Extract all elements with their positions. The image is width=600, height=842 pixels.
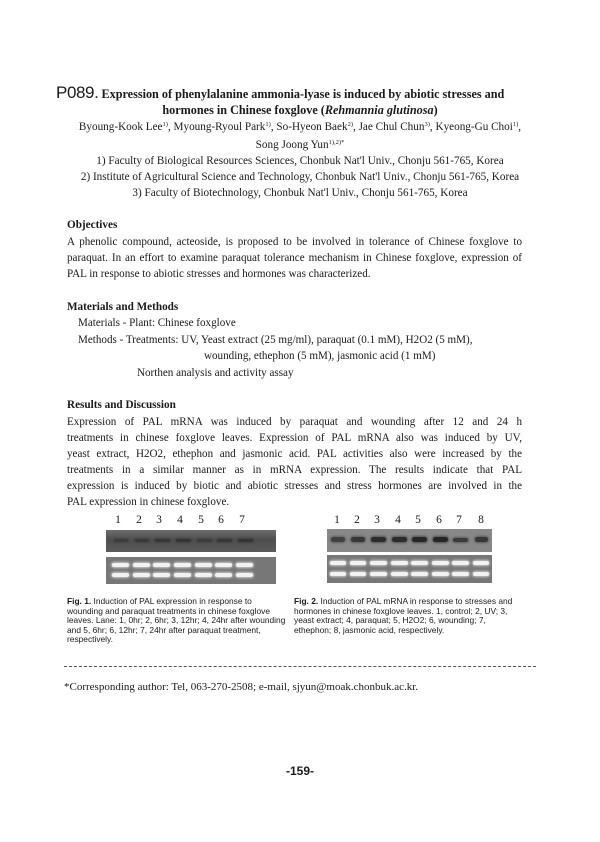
abstract-title-line-2: hormones in Chinese foxglove (Rehmannia glutinosa) — [162, 103, 438, 117]
methods-line-2: wounding, ethephon (5 mM), jasmonic acid (1 mM) — [204, 350, 436, 362]
objectives-heading: Objectives — [67, 219, 118, 231]
figure-2-northern-blot — [327, 529, 492, 552]
abstract-title-line-1 — [56, 83, 504, 103]
affiliation-2: 2) Institute of Agricultural Science and Technology, Chonbuk Nat'l Univ., Chonju 561-765, Korea — [80, 171, 520, 183]
affiliation-3: 3) Faculty of Biotechnology, Chonbuk Nat'l Univ., Chonju 561-765, Korea — [132, 187, 468, 199]
figure-2-lane-labels: 1 2 3 4 5 6 7 8 — [334, 514, 484, 526]
figure-1-caption: Fig. 1. Induction of PAL expression in response to wounding and paraquat treatments in chinese foxglove leaves. Lane: 1, 0hr; 2, 6hr; 3, 12hr; 4, 24hr after wounding and 5, 6hr; 6, 12hr; 7, 24hr after paraquat treatment, respectively. — [67, 596, 286, 645]
methods-line-1: Methods - Treatments: UV, Yeast extract (25 mg/ml), paraquat (0.1 mM), H2O2 (5 mM), — [78, 334, 473, 346]
author-list: Byoung-Kook Lee$^{1)}$, Myoung-Ryoul Park$^{1)}$, So-Hyeon Baek$^{2)}$, Jae Chul Chun$^{3)}$, Kyeong-Gu Choi$^{1)}$, — [78, 121, 522, 133]
figure-1-rrna-loading — [106, 557, 276, 584]
footnote-divider — [64, 666, 536, 667]
abstract-id: P089. — [56, 83, 99, 102]
methods-line-3: Northen analysis and activity assay — [137, 367, 294, 379]
affiliation-1: 1) Faculty of Biological Resources Sciences, Chonbuk Nat'l Univ., Chonju 561-765, Korea — [96, 155, 504, 167]
results-heading: Results and Discussion — [67, 399, 176, 411]
corresponding-author-footnote: *Corresponding author: Tel, 063-270-2508; e-mail, sjyun@moak.chonbuk.ac.kr. — [64, 681, 419, 693]
methods-heading: Materials and Methods — [67, 301, 179, 313]
figure-2-caption: Fig. 2. Induction of PAL mRNA in response to stresses and hormones in chinese foxglove leaves. 1, control; 2, UV; 3, yeast extract; 4, paraquat; 5, H2O2; 6, wounding; 7, ethephon; 8, jasmonic acid, respectively. — [294, 596, 513, 635]
page-number: -159- — [285, 764, 314, 778]
species-name: Rehmannia glutinosa — [324, 103, 434, 117]
results-text: Expression of PAL mRNA was induced by paraquat and wounding after 12 and 24 h treatments in chinese foxglove leaves. Expression of PAL mRNA also was induced by UV, yeast extract, H2O2, ethephon and jasmonic acid. PAL activities also were increased by the treatments in a similar manner as in mRNA expression. The results indicate that PAL expression is induced by biotic and abiotic stresses and stress hormones are involved in the PAL expression in chinese foxglove. — [67, 416, 522, 508]
title-line-1: Expression of phenylalanine ammonia-lyase is induced by abiotic stresses and — [101, 87, 505, 101]
materials-line: Materials - Plant: Chinese foxglove — [78, 317, 236, 329]
figure-2-rrna-loading — [327, 555, 492, 583]
objectives-text: A phenolic compound, acteoside, is proposed to be involved in tolerance of Chinese foxglove to paraquat. In an effort to examine paraquat tolerance mechanism in Chinese foxglove, expression of PAL in response to abiotic stresses and hormones was characterized. — [67, 236, 522, 280]
author-list-cont: Song Joong Yun$^{1),2)*}$ — [255, 139, 345, 151]
figure-1-lane-labels: 1 2 3 4 5 6 7 — [115, 514, 245, 526]
figure-1-northern-blot — [106, 530, 276, 552]
